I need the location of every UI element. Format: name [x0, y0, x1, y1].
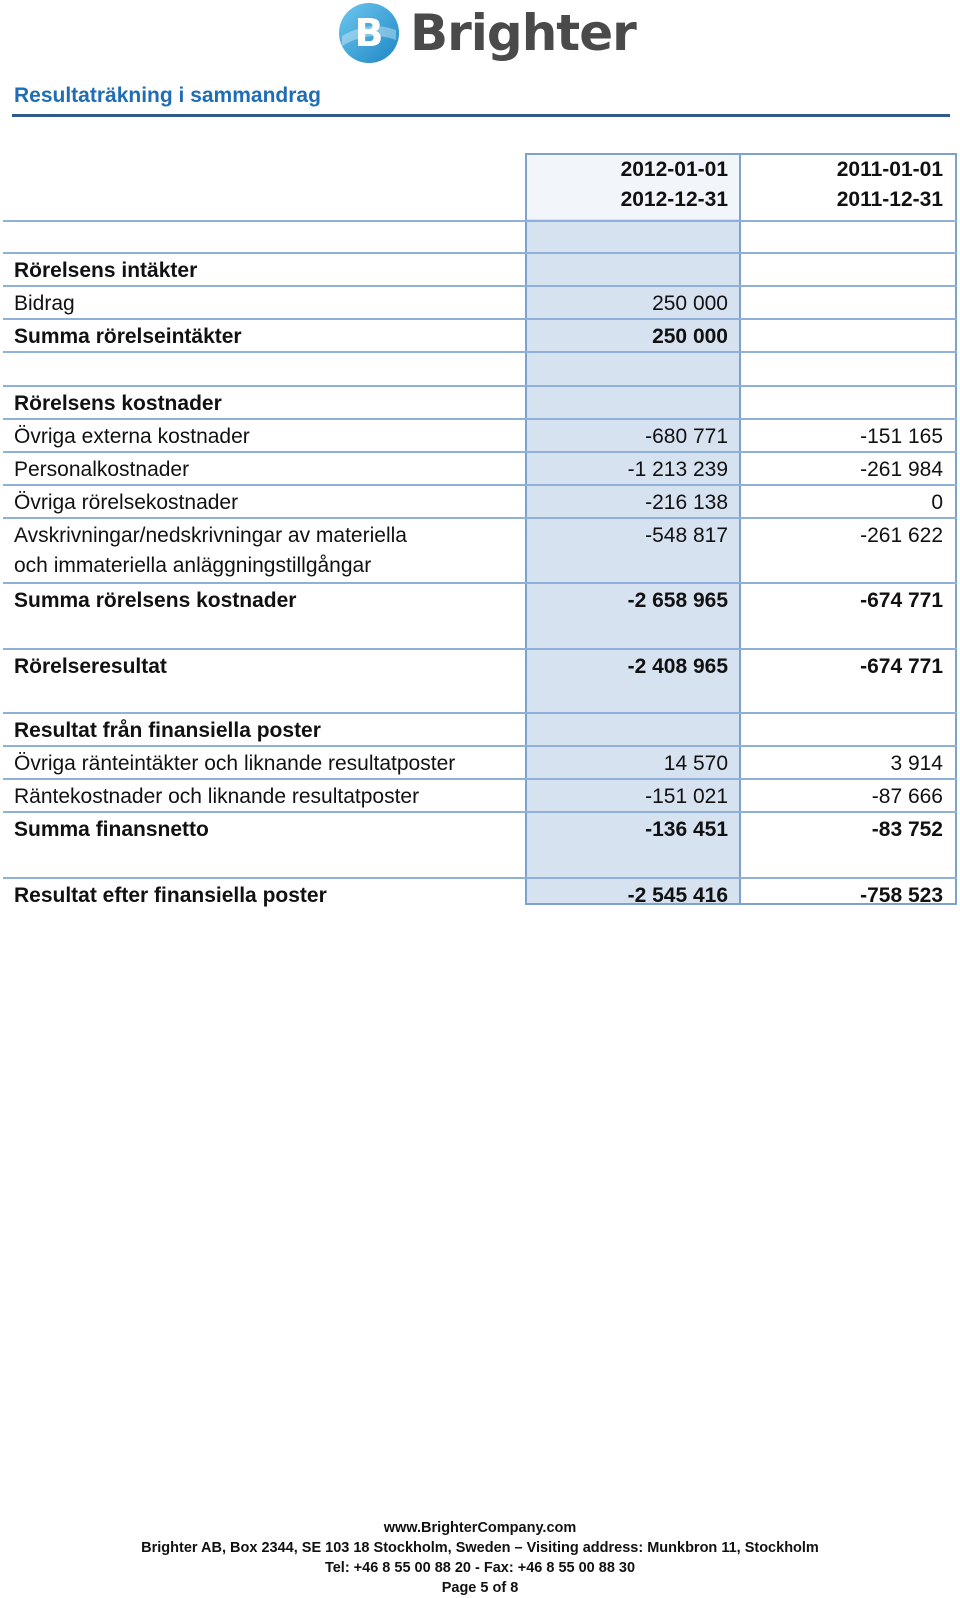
row-label-continued: och immateriella anläggningstillgångar: [14, 554, 372, 577]
row-label: Resultat från finansiella poster: [14, 719, 321, 742]
footer-address: Brighter AB, Box 2344, SE 103 18 Stockholm, Sweden – Visiting address: Munkbron 11, Stockholm: [141, 1540, 819, 1556]
table-row: [0, 812, 960, 844]
row-label: Rörelsens intäkter: [14, 259, 198, 282]
value-2012: -2 408 965: [627, 655, 728, 678]
column-header-2012: [528, 155, 728, 215]
table-row: [0, 746, 960, 778]
row-label: Räntekostnader och liknande resultatposter: [14, 785, 420, 808]
row-label: Personalkostnader: [14, 458, 190, 481]
value-2012: -2 658 965: [627, 589, 728, 612]
value-2011: -151 165: [860, 425, 943, 448]
table-row: [0, 253, 960, 285]
grid-line: [3, 220, 957, 222]
table-row: [0, 386, 960, 418]
value-2012: 250 000: [652, 325, 728, 348]
value-2011: -87 666: [871, 785, 943, 808]
table-row: [0, 485, 960, 517]
row-label: Övriga ränteintäkter och liknande resultatposter: [14, 752, 456, 775]
table-row: [0, 713, 960, 745]
value-2011: -261 984: [860, 458, 943, 481]
row-label: Summa rörelseintäkter: [14, 325, 242, 348]
row-label: Rörelsens kostnader: [14, 392, 222, 415]
table-row: [0, 583, 960, 615]
row-label: Avskrivningar/nedskrivningar av materiella: [14, 524, 407, 547]
row-label: Rörelseresultat: [14, 655, 167, 678]
row-label: Summa rörelsens kostnader: [14, 589, 297, 612]
column-header-2012-end: 2012-12-31: [620, 188, 728, 211]
logo-letter: B: [354, 11, 384, 55]
page-heading: Resultaträkning i sammandrag: [14, 84, 321, 107]
row-label: Bidrag: [14, 292, 75, 315]
column-header-2012-start: 2012-01-01: [620, 158, 728, 181]
value-2011: -261 622: [860, 524, 943, 547]
row-label: Övriga rörelsekostnader: [14, 491, 239, 514]
table-row: [0, 779, 960, 811]
value-2012: -1 213 239: [627, 458, 728, 481]
value-2012: 14 570: [663, 752, 728, 775]
table-row: [0, 878, 960, 910]
logo-mark-icon: [336, 0, 402, 66]
row-label: Resultat efter finansiella poster: [14, 884, 327, 907]
column-header-2011: [743, 155, 943, 215]
table-row: [0, 286, 960, 318]
value-2012: -136 451: [645, 818, 728, 841]
column-header-2011-end: 2011-12-31: [836, 188, 943, 211]
grid-line: [3, 351, 957, 353]
logo-wordmark: Brighter: [410, 4, 636, 62]
value-2011: 0: [931, 491, 943, 514]
table-row: [0, 319, 960, 351]
value-2012: -548 817: [645, 524, 728, 547]
value-2011: 3 914: [890, 752, 943, 775]
heading-divider: [12, 114, 950, 117]
table-row: [0, 518, 960, 582]
brighter-logo: [336, 0, 636, 66]
table-row: [0, 649, 960, 681]
row-label: Summa finansnetto: [14, 818, 209, 841]
table-row: [0, 452, 960, 484]
value-2012: -216 138: [645, 491, 728, 514]
table-row: [0, 419, 960, 451]
column-header-2011-start: 2011-01-01: [836, 158, 943, 181]
footer-page-number: Page 5 of 8: [441, 1580, 519, 1596]
footer-website: www.BrighterCompany.com: [383, 1520, 577, 1536]
row-label: Övriga externa kostnader: [14, 425, 250, 448]
value-2012: -680 771: [645, 425, 728, 448]
value-2012: 250 000: [652, 292, 728, 315]
value-2011: -674 771: [860, 655, 943, 678]
value-2012: -151 021: [645, 785, 728, 808]
value-2011: -758 523: [860, 884, 943, 907]
value-2011: -674 771: [860, 589, 943, 612]
value-2011: -83 752: [871, 818, 943, 841]
value-2012: -2 545 416: [627, 884, 728, 907]
footer-phone: Tel: +46 8 55 00 88 20 - Fax: +46 8 55 00 88 30: [324, 1560, 636, 1576]
